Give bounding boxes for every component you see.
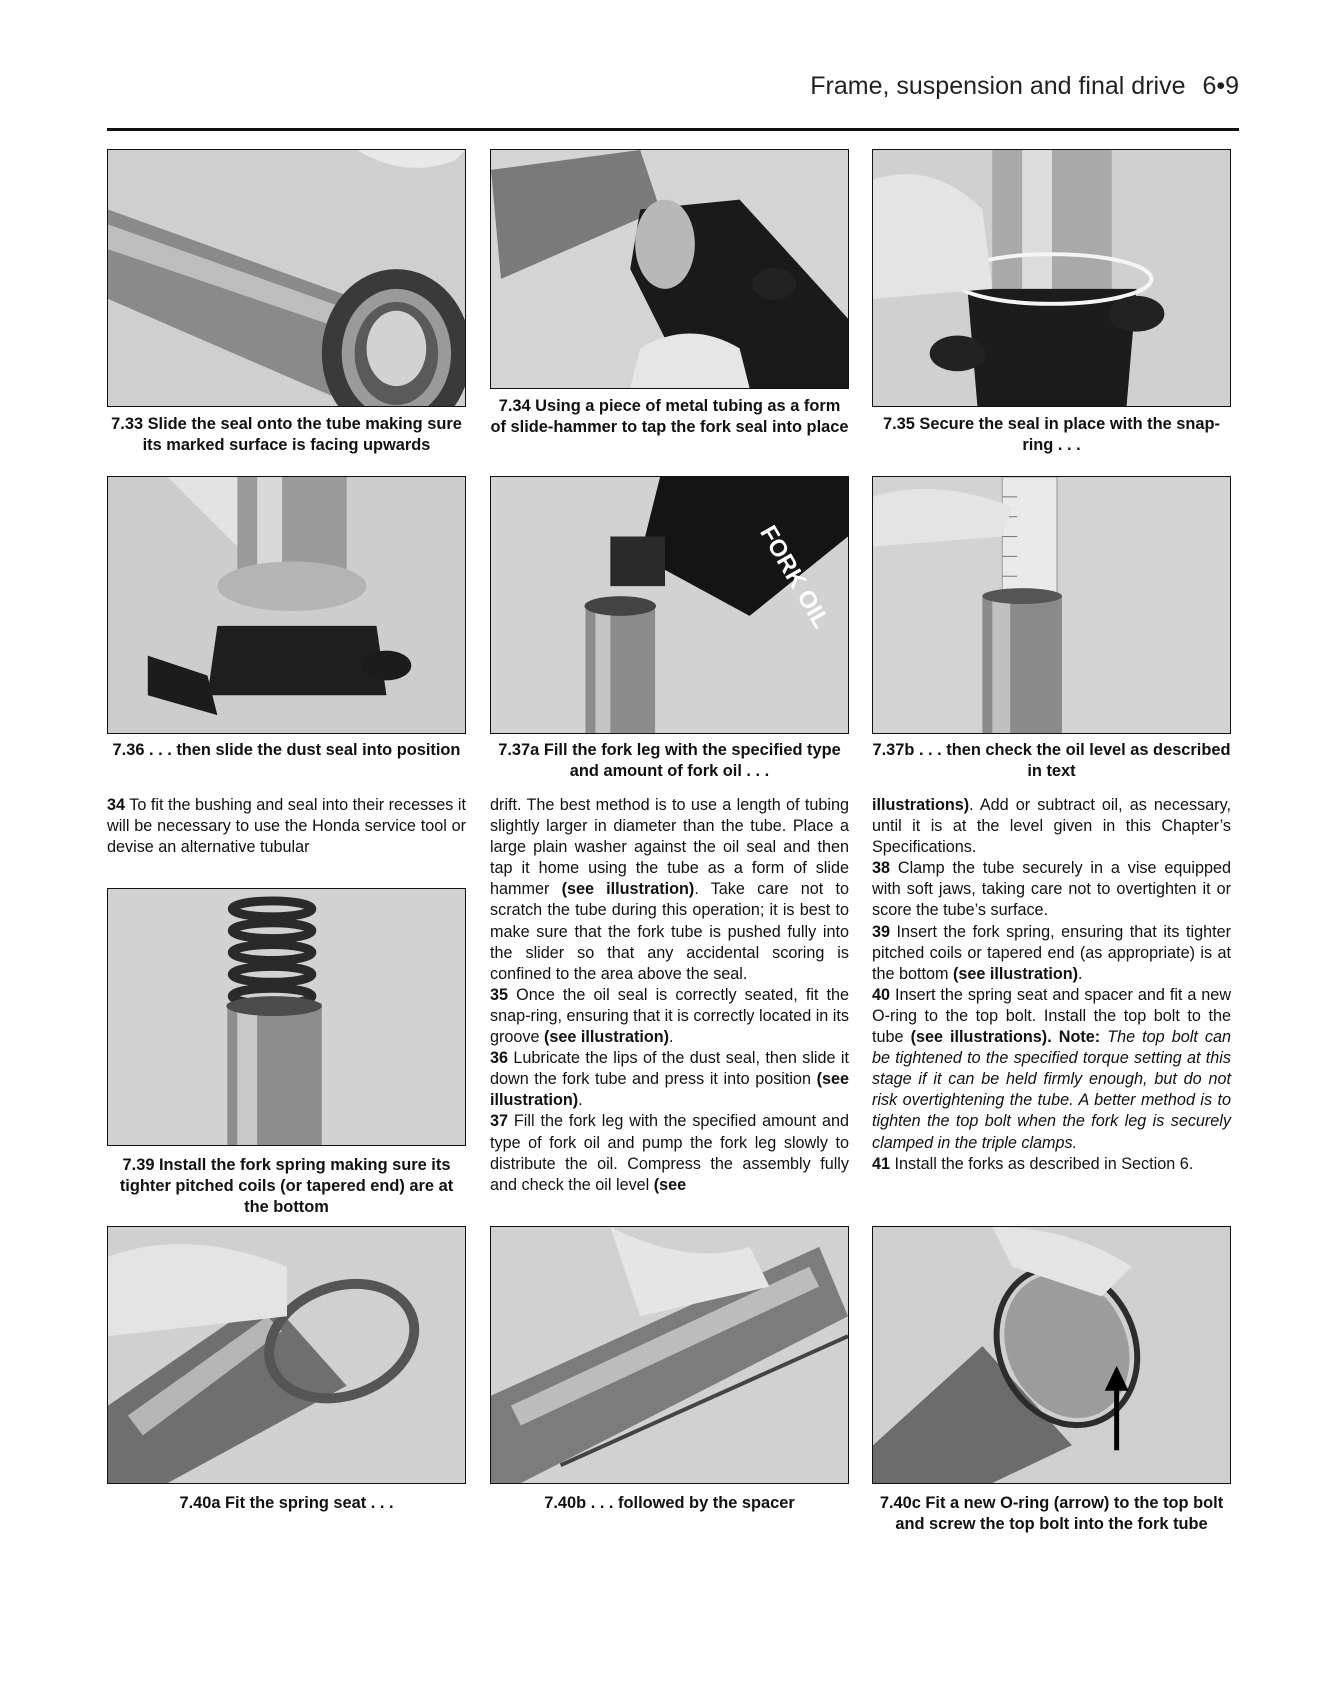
photo-seal-on-tube-icon [108,150,465,406]
paragraph-34-cont [490,795,849,985]
paragraph-number: 39 [872,922,891,941]
caption-7-40a: 7.40a Fit the spring seat . . . [179,1494,394,1512]
photo-7-40a [107,1226,466,1484]
photo-7-40b [490,1226,849,1484]
paragraph-39 [872,922,1231,985]
paragraph-number: 37 [490,1112,509,1131]
photo-7-36 [107,476,466,734]
caption-7-40b: 7.40b . . . followed by the spacer [544,1494,795,1512]
paragraph-end: . [1078,964,1083,983]
paragraph-body: Install the forks as described in Section 6. [894,1154,1194,1173]
photo-fork-spring-icon [108,889,465,1145]
running-header [107,72,1239,108]
illustration-ref: (see illustration) [953,964,1079,983]
page-number: 6•9 [1202,72,1239,100]
paragraph-number: 36 [490,1049,509,1068]
illustration-ref: (see illustrations). Note: [910,1028,1101,1047]
caption-7-33: 7.33 Slide the seal onto the tube making sure its marked surface is facing upwards [111,415,462,454]
header-rule [107,128,1239,131]
photo-7-37b [872,476,1231,734]
text-column-right [872,795,1231,1175]
paragraph-body: Clamp the tube securely in a vise equipped with soft jaws, taking care not to overtighten it or score the tube’s surface. [872,859,1232,920]
bottle-label: FORK OIL [754,521,835,634]
paragraph-37-cont [872,795,1231,858]
illustration-ref: (see illustration) [490,1070,849,1110]
text-column-left [107,795,466,858]
paragraph-body: Fill the fork leg with the specified amount and type of fork oil and pump the fork leg slowly to distribute the oil. Compress the assembly fully and check the oil level [490,1112,849,1194]
note-text: The top bolt can be tightened to the specified torque setting at this stage if it can be held firmly enough, but do not risk overtightening the tube. A better method is to tighten the top bolt when the fork leg is securely clamped in the triple clamps. [872,1028,1232,1152]
photo-7-39 [107,888,466,1146]
paragraph-35 [490,985,849,1048]
photo-7-33 [107,149,466,407]
illustration-ref: illustrations) [872,796,970,814]
paragraph-40 [872,985,1231,1154]
photo-dust-seal-icon [108,477,465,733]
photo-spacer-icon [491,1227,848,1483]
paragraph-number: 34 [107,796,126,814]
photo-top-bolt-arrow-icon [873,1227,1230,1483]
caption-7-37b: 7.37b . . . then check the oil level as described in text [872,741,1231,780]
photo-7-40c [872,1226,1231,1484]
illustration-ref: (see illustration) [561,880,695,899]
paragraph-body-cont: . Take care not to scratch the tube during this operation; it is best to make sure that the fork tube is pushed fully into the slider so that any accidental scoring is confined to the area above the seal. [490,880,849,983]
photo-snap-ring-icon [873,150,1230,406]
photo-7-37a [490,476,849,734]
caption-7-35: 7.35 Secure the seal in place with the snap-ring . . . [882,415,1221,454]
caption-7-37a: 7.37a Fill the fork leg with the specified type and amount of fork oil . . . [498,741,841,780]
caption-7-34: 7.34 Using a piece of metal tubing as a form of slide-hammer to tap the fork seal into place [490,397,849,436]
photo-slide-hammer-icon [491,150,848,388]
photo-oil-level-ruler-icon [873,477,1230,733]
photo-7-34 [490,149,849,389]
illustration-ref: (see illustration) [544,1028,670,1047]
paragraph-end: . [578,1091,583,1110]
paragraph-end: . [669,1028,674,1047]
header-title: Frame, suspension and final drive [810,72,1186,100]
paragraph-body: . Add or subtract oil, as necessary, until it is at the level given in this Chapter’s Specifications. [872,796,1231,857]
caption-7-40c: 7.40c Fit a new O-ring (arrow) to the top bolt and screw the top bolt into the fork tube [879,1494,1224,1533]
paragraph-number: 40 [872,985,891,1004]
paragraph-38 [872,858,1231,921]
paragraph-body: Lubricate the lips of the dust seal, then slide it down the fork tube and press it into position [490,1049,850,1089]
photo-7-35 [872,149,1231,407]
paragraph-body: Insert the spring seat and spacer and fit a new O-ring to the top bolt. Install the top bolt to the tube [872,985,1232,1047]
photo-fork-oil-bottle-icon [491,477,848,733]
text-column-middle [490,795,849,1196]
photo-spring-seat-icon [108,1227,465,1483]
paragraph-body: drift. The best method is to use a length of tubing slightly larger in diameter than the tube. Place a large plain washer against the oil seal and then tap it home using the tube as a form of slide hammer [490,796,849,899]
paragraph-body: Insert the fork spring, ensuring that its tighter pitched coils or tapered end (as appropriate) is at the bottom [872,922,1232,983]
caption-7-39: 7.39 Install the fork spring making sure its tighter pitched coils (or tapered end) are at the bottom [119,1156,454,1216]
paragraph-34 [107,795,466,858]
illustration-ref: (see [653,1175,687,1194]
paragraph-37 [490,1111,849,1195]
paragraph-36 [490,1048,849,1111]
paragraph-number: 35 [490,985,509,1004]
paragraph-body: Once the oil seal is correctly seated, fit the snap-ring, ensuring that it is correctly located in its groove [490,985,850,1047]
paragraph-41 [872,1154,1231,1175]
caption-7-36: 7.36 . . . then slide the dust seal into position [112,741,461,759]
paragraph-number: 38 [872,859,891,878]
paragraph-number: 41 [872,1154,891,1173]
paragraph-body: To fit the bushing and seal into their recesses it will be necessary to use the Honda service tool or devise an alternative tubular [107,796,466,857]
